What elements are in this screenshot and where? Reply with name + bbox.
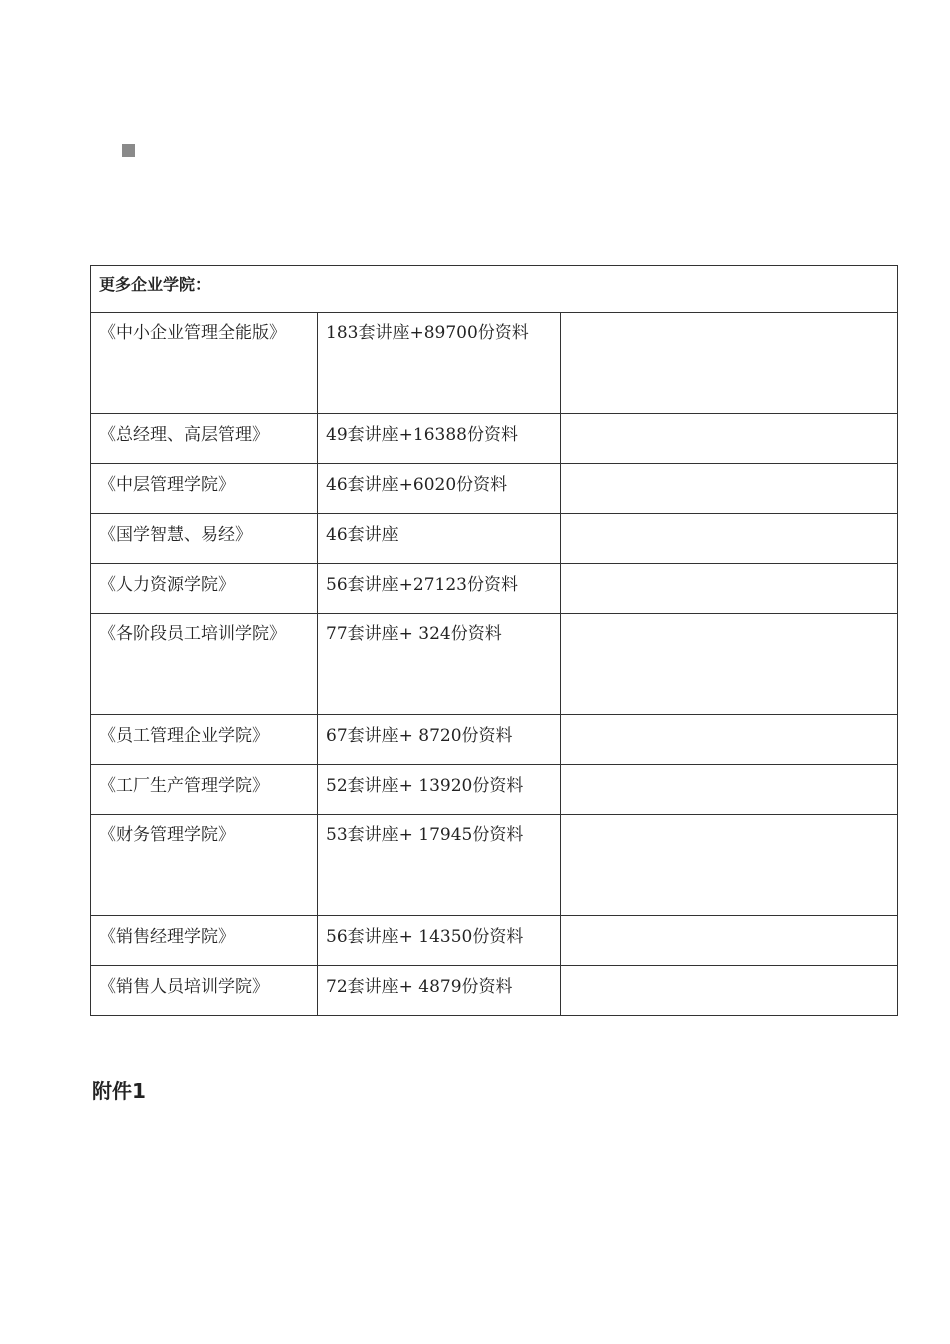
table-row [91,614,898,715]
table-row [91,966,898,1016]
row-content: 46套讲座+6020份资料 [318,464,561,514]
row-note [561,815,898,916]
table-row [91,313,898,414]
row-name: 《工厂生产管理学院》 [91,765,318,815]
row-content: 56套讲座+ 14350份资料 [318,916,561,966]
row-note [561,313,898,414]
row-content: 67套讲座+ 8720份资料 [318,715,561,765]
row-content: 52套讲座+ 13920份资料 [318,765,561,815]
row-note [561,514,898,564]
row-content: 49套讲座+16388份资料 [318,414,561,464]
row-note [561,464,898,514]
row-note [561,564,898,614]
row-content: 53套讲座+ 17945份资料 [318,815,561,916]
row-name: 《中层管理学院》 [91,464,318,514]
college-table [90,265,898,1016]
row-content: 46套讲座 [318,514,561,564]
row-name: 《人力资源学院》 [91,564,318,614]
row-name: 《中小企业管理全能版》 [91,313,318,414]
table-row [91,815,898,916]
square-icon [122,144,135,157]
row-note [561,916,898,966]
table-header: 更多企业学院： [91,266,898,313]
row-name: 《财务管理学院》 [91,815,318,916]
table-row [91,414,898,464]
row-note [561,765,898,815]
table-row [91,916,898,966]
row-name: 《销售经理学院》 [91,916,318,966]
row-name: 《销售人员培训学院》 [91,966,318,1016]
row-name: 《总经理、高层管理》 [91,414,318,464]
row-name: 《国学智慧、易经》 [91,514,318,564]
row-note [561,414,898,464]
attachment-heading: 附件1 [92,1079,146,1103]
row-content: 72套讲座+ 4879份资料 [318,966,561,1016]
row-content: 56套讲座+27123份资料 [318,564,561,614]
row-note [561,715,898,765]
row-name: 《各阶段员工培训学院》 [91,614,318,715]
table-row [91,464,898,514]
table-row [91,514,898,564]
row-name: 《员工管理企业学院》 [91,715,318,765]
row-note [561,966,898,1016]
row-content: 183套讲座+89700份资料 [318,313,561,414]
row-content: 77套讲座+ 324份资料 [318,614,561,715]
row-note [561,614,898,715]
table-row [91,715,898,765]
